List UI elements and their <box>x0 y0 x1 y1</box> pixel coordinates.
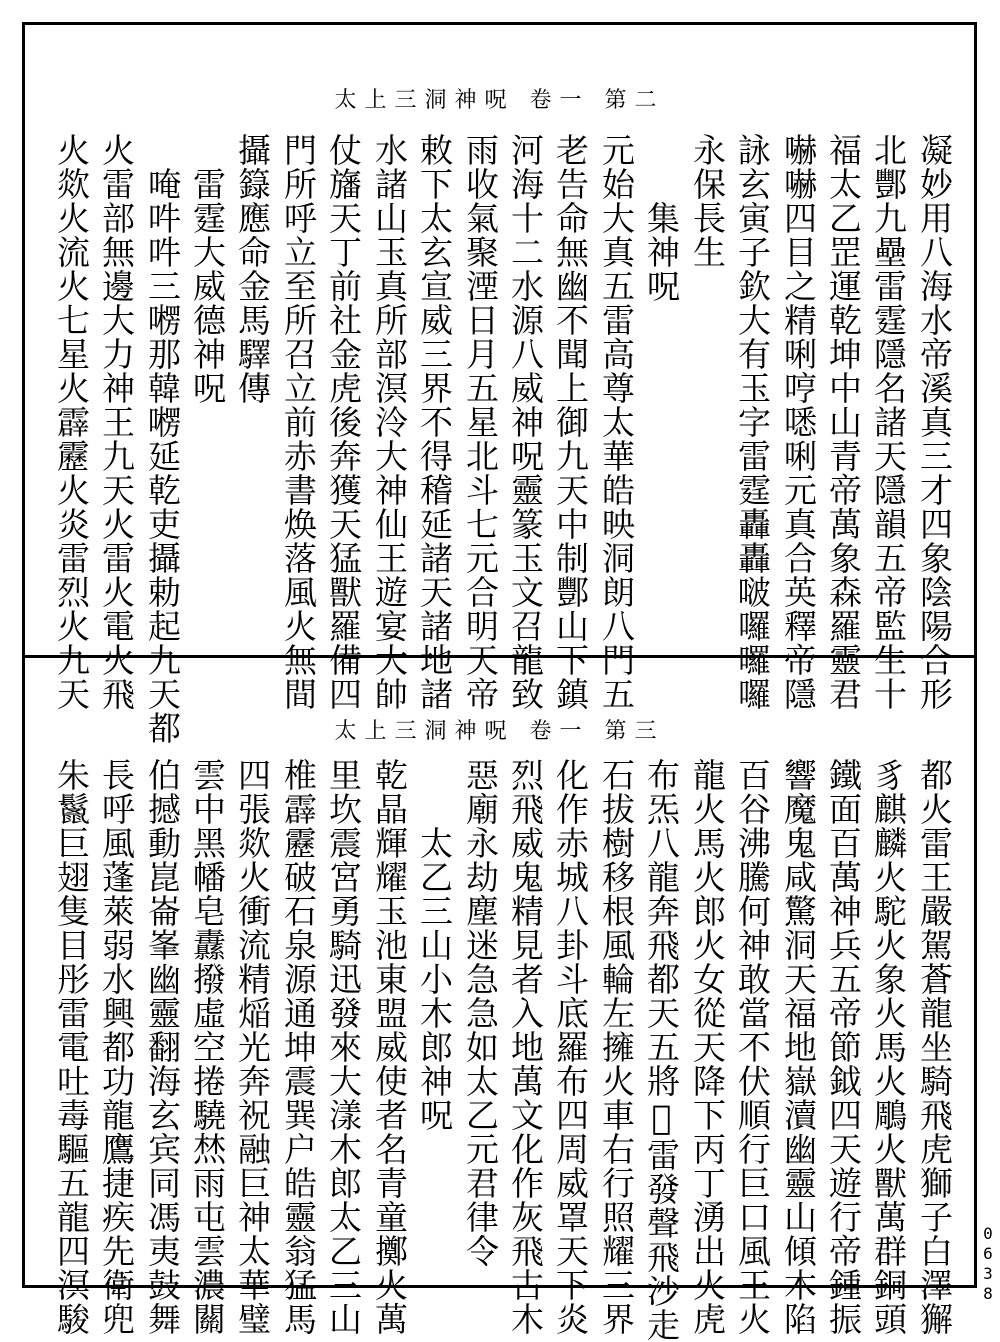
text-column: 惡廟永劫塵迷急急如太乙元君律令 <box>461 758 500 1268</box>
text-column: 火欻火流火七星火霹靂火炎雷烈火九天 <box>52 133 91 711</box>
text-column: 四張欻火衝流精㷔光奔祝融巨神太華璧 <box>233 758 272 1336</box>
text-column: 響魔鬼咸驚洞天福地嶽瀆幽靈山傾木陷 <box>779 758 818 1336</box>
text-column: 嚇嚇四目之精唎哼㗭唎元真合英釋帝隱 <box>779 133 818 711</box>
text-column: 里坎震宮勇騎迅發來大漾木郎太乙三山 <box>324 758 363 1336</box>
text-column: 老告命無幽不聞上御九天中制酆山下鎮 <box>551 133 590 711</box>
text-column: 椎霹靂破石泉源通坤震巽户皓靈翁猛馬 <box>279 758 318 1336</box>
text-column: 化作赤城八卦斗底羅布四周威罩天下炎 <box>551 758 590 1336</box>
text-column: 北酆九壘雷霆隱名諸天隱韻五帝監生十 <box>869 133 908 711</box>
bottom-page-header: 太上三洞神呪 卷一 第三 <box>334 719 665 744</box>
text-column: 豸麒麟火駝火象火馬火鵰火獸萬群銅頭 <box>869 758 908 1336</box>
text-column: 烈飛威鬼精見者入地萬文化作灰飛古木 <box>506 758 545 1336</box>
text-column: 朱鬣巨翅隻目彤雷電吐毒驅五龍四溟駿 <box>52 758 91 1336</box>
text-column: 布炁八龍奔飛都天五將𩆊雷發聲飛沙走 <box>642 758 681 1342</box>
bottom-page-body <box>25 758 974 1342</box>
top-page-header: 太上三洞神呪 卷一 第二 <box>334 88 665 113</box>
text-column: 龍火馬火郎火女從天降下丙丁湧出火虎 <box>688 758 727 1336</box>
text-column: 乾晶輝耀玉池東盟威使者名青童擲火萬 <box>370 758 409 1336</box>
text-column: 長呼風蓬萊弱水興都功龍鷹捷疾先衛兜 <box>97 758 136 1336</box>
text-column: 敕下太玄宣威三界不得稽延諸天諸地諸 <box>415 133 454 711</box>
bottom-page <box>25 658 974 1342</box>
text-column: 雨收氣聚湮日月五星北斗七元合明天帝 <box>461 133 500 711</box>
text-column: 雲中黑幡皂纛撥虛空捲驍㷊雨屯雲濃關 <box>188 758 227 1336</box>
text-column: 福太乙罡運乾坤中山青帝萬象森羅靈君 <box>824 133 863 711</box>
text-column: 石拔樹移根風輪左擁火車右行照耀三界 <box>597 758 636 1336</box>
text-column: 河海十二水源八威神呪靈篆玉文召龍致 <box>506 133 545 711</box>
text-column: 門所呼立至所召立前赤書焕落風火無間 <box>279 133 318 711</box>
text-column: 凝妙用八海水帝溪真三才四象陰陽合形 <box>915 133 954 711</box>
text-column: 元始大真五雷高尊太華皓映洞朗八門五 <box>597 133 636 711</box>
text-column: 攝籙應命金馬驛傳 <box>233 133 272 405</box>
text-column: 伯撼動崑崙峯幽靈翻海玄宾同馮夷鼓舞 <box>143 758 182 1336</box>
text-column: 仗旛天丁前社金虎後奔獲天猛獸羅備四 <box>324 133 363 711</box>
text-column: 永保長生 <box>688 133 727 269</box>
text-column: 唵吽吽三㘄那韓㘄延乾吏攝勅起九天都 <box>143 133 182 745</box>
text-column: 百谷沸騰何神敢當不伏順行巨口風王火 <box>733 758 772 1336</box>
text-column: 都火雷王嚴駕蒼龍坐騎飛虎獅子白澤獬 <box>915 758 954 1336</box>
text-column: 集神呪 <box>642 133 681 303</box>
text-column: 雷霆大威德神呪 <box>188 133 227 405</box>
text-column: 鐵面百萬神兵五帝節鉞四天遊行帝鍾振 <box>824 758 863 1336</box>
text-column: 火雷部無邊大力神王九天火雷火電火飛 <box>97 133 136 711</box>
page-number: 0638 <box>983 1224 993 1303</box>
text-column: 太乙三山小木郎神呪 <box>415 758 454 1132</box>
text-column: 水諸山玉真所部溟泠大神仙王遊宴大帥 <box>370 133 409 711</box>
text-column: 詠玄寅子欽大有玉字雷霆轟轟啵囉囉囉 <box>733 133 772 711</box>
